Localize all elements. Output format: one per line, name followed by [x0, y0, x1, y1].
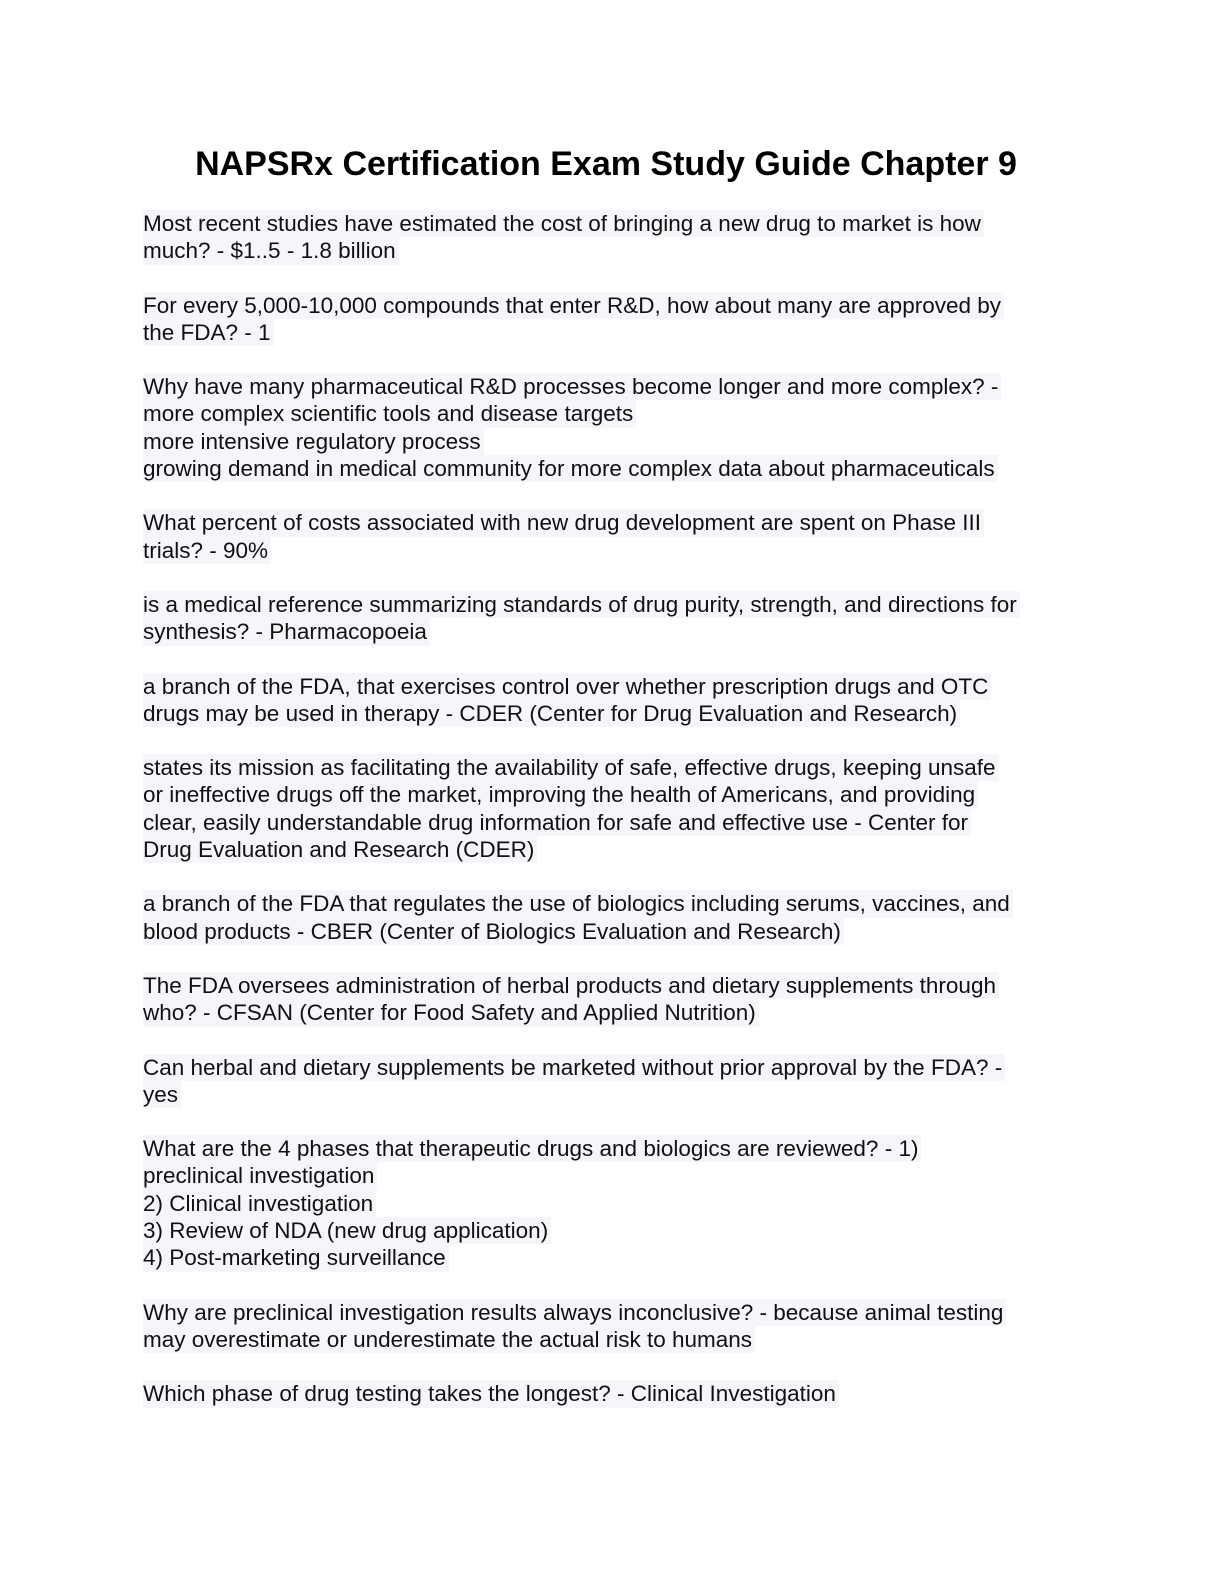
qa-line: Why are preclinical investigation results always inconclusive? - because animal testing	[143, 1299, 1006, 1326]
qa-line: For every 5,000-10,000 compounds that enter R&D, how about many are approved by	[143, 292, 1004, 319]
qa-line: yes	[143, 1081, 181, 1108]
qa-item	[143, 1054, 1083, 1109]
qa-line: What percent of costs associated with new drug development are spent on Phase III	[143, 509, 984, 536]
qa-line: 2) Clinical investigation	[143, 1190, 376, 1217]
qa-line: or ineffective drugs off the market, improving the health of Americans, and providing	[143, 781, 978, 808]
qa-item	[143, 1135, 1083, 1271]
qa-item	[143, 890, 1083, 945]
qa-line: Why have many pharmaceutical R&D processes become longer and more complex? -	[143, 373, 1001, 400]
qa-item	[143, 591, 1083, 646]
qa-line: drugs may be used in therapy - CDER (Center for Drug Evaluation and Research)	[143, 700, 960, 727]
qa-line: synthesis? - Pharmacopoeia	[143, 618, 430, 645]
qa-line: the FDA? - 1	[143, 319, 274, 346]
qa-line: The FDA oversees administration of herbal products and dietary supplements through	[143, 972, 999, 999]
qa-item	[143, 972, 1083, 1027]
qa-line: Drug Evaluation and Research (CDER)	[143, 836, 537, 863]
qa-line: may overestimate or underestimate the actual risk to humans	[143, 1326, 755, 1353]
qa-line: who? - CFSAN (Center for Food Safety and Applied Nutrition)	[143, 999, 759, 1026]
qa-line: more intensive regulatory process	[143, 428, 484, 455]
document-title: NAPSRx Certification Exam Study Guide Chapter 9	[195, 145, 1017, 183]
qa-item	[143, 1299, 1083, 1354]
qa-line: What are the 4 phases that therapeutic drugs and biologics are reviewed? - 1)	[143, 1135, 921, 1162]
qa-item	[143, 1380, 1083, 1407]
qa-item	[143, 754, 1083, 863]
qa-line: a branch of the FDA that regulates the use of biologics including serums, vaccines, and	[143, 890, 1013, 917]
qa-line: blood products - CBER (Center of Biologics Evaluation and Research)	[143, 918, 844, 945]
qa-line: 4) Post-marketing surveillance	[143, 1244, 449, 1271]
qa-line: is a medical reference summarizing standards of drug purity, strength, and directions for	[143, 591, 1020, 618]
qa-line: Which phase of drug testing takes the longest? - Clinical Investigation	[143, 1380, 839, 1407]
qa-line: a branch of the FDA, that exercises control over whether prescription drugs and OTC	[143, 673, 991, 700]
qa-line: 3) Review of NDA (new drug application)	[143, 1217, 551, 1244]
qa-item	[143, 292, 1083, 347]
qa-item	[143, 210, 1083, 265]
qa-line: states its mission as facilitating the availability of safe, effective drugs, keeping unsafe	[143, 754, 999, 781]
qa-line: clear, easily understandable drug information for safe and effective use - Center for	[143, 809, 971, 836]
qa-line: much? - $1..5 - 1.8 billion	[143, 237, 399, 264]
qa-line: trials? - 90%	[143, 537, 271, 564]
qa-line: Most recent studies have estimated the cost of bringing a new drug to market is how	[143, 210, 984, 237]
qa-line: growing demand in medical community for more complex data about pharmaceuticals	[143, 455, 998, 482]
qa-item	[143, 673, 1083, 728]
qa-list	[143, 210, 1083, 1435]
qa-line: more complex scientific tools and disease targets	[143, 400, 636, 427]
qa-item	[143, 373, 1083, 482]
qa-item	[143, 509, 1083, 564]
qa-line: Can herbal and dietary supplements be marketed without prior approval by the FDA? -	[143, 1054, 1005, 1081]
qa-line: preclinical investigation	[143, 1162, 377, 1189]
